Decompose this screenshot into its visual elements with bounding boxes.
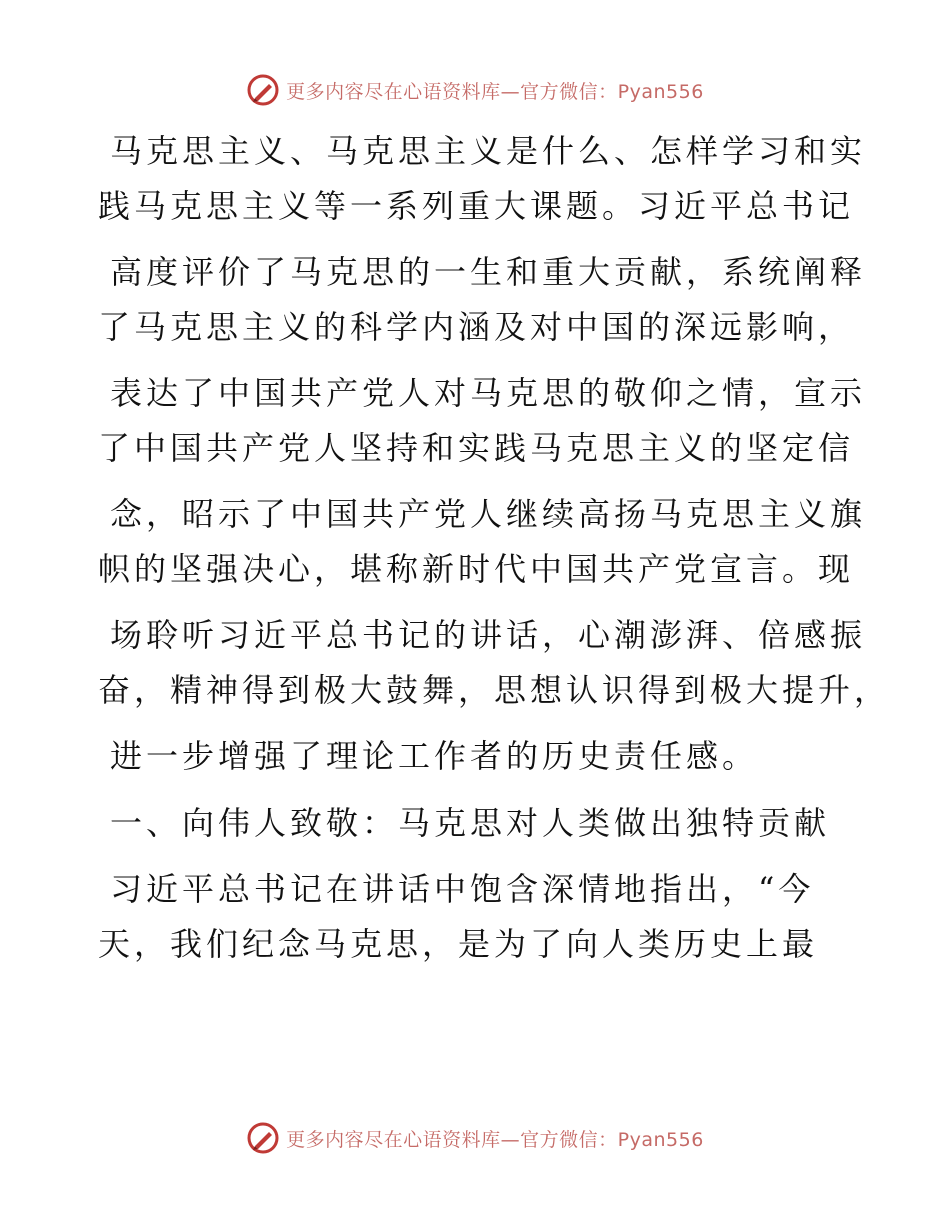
text-line: 马克思主义、马克思主义是什么、怎样学习和实 [110,132,867,171]
header-watermark [0,70,950,110]
footer-watermark [0,1118,950,1158]
text-line: 了中国共产党人坚持和实践马克思主义的坚定信 [98,428,855,467]
text-line: 奋，精神得到极大鼓舞，思想认识得到极大提升， [98,670,891,709]
text-line: 帜的坚强决心，堪称新时代中国共产党宣言。现 [98,549,855,588]
text-line: 了马克思主义的科学内涵及对中国的深远影响， [98,307,855,346]
document-body [98,122,891,969]
text-line: 践马克思主义等一系列重大课题。习近平总书记 [98,186,855,225]
footer-banner-text: 更多内容尽在心语资料库—官方微信：Pyan556 [286,1128,704,1151]
text-line: 表达了中国共产党人对马克思的敬仰之情，宣示 [110,374,867,413]
header-banner-text: 更多内容尽在心语资料库—官方微信：Pyan556 [286,80,704,103]
pen-logo-icon [246,73,280,107]
text-line: 高度评价了马克思的一生和重大贡献，系统阐释 [110,253,867,292]
text-line: 场聆听习近平总书记的讲话，心潮澎湃、倍感振 [110,616,867,655]
text-line: 进一步增强了理论工作者的历史责任感。 [110,737,759,776]
pen-logo-icon [246,1121,280,1155]
section-heading: 一、向伟人致敬：马克思对人类做出独特贡献 [110,803,831,842]
text-line: 天，我们纪念马克思，是为了向人类历史上最 [98,924,819,963]
text-line: 念，昭示了中国共产党人继续高扬马克思主义旗 [110,495,867,534]
text-line: 习近平总书记在讲话中饱含深情地指出，“今 [110,870,815,909]
